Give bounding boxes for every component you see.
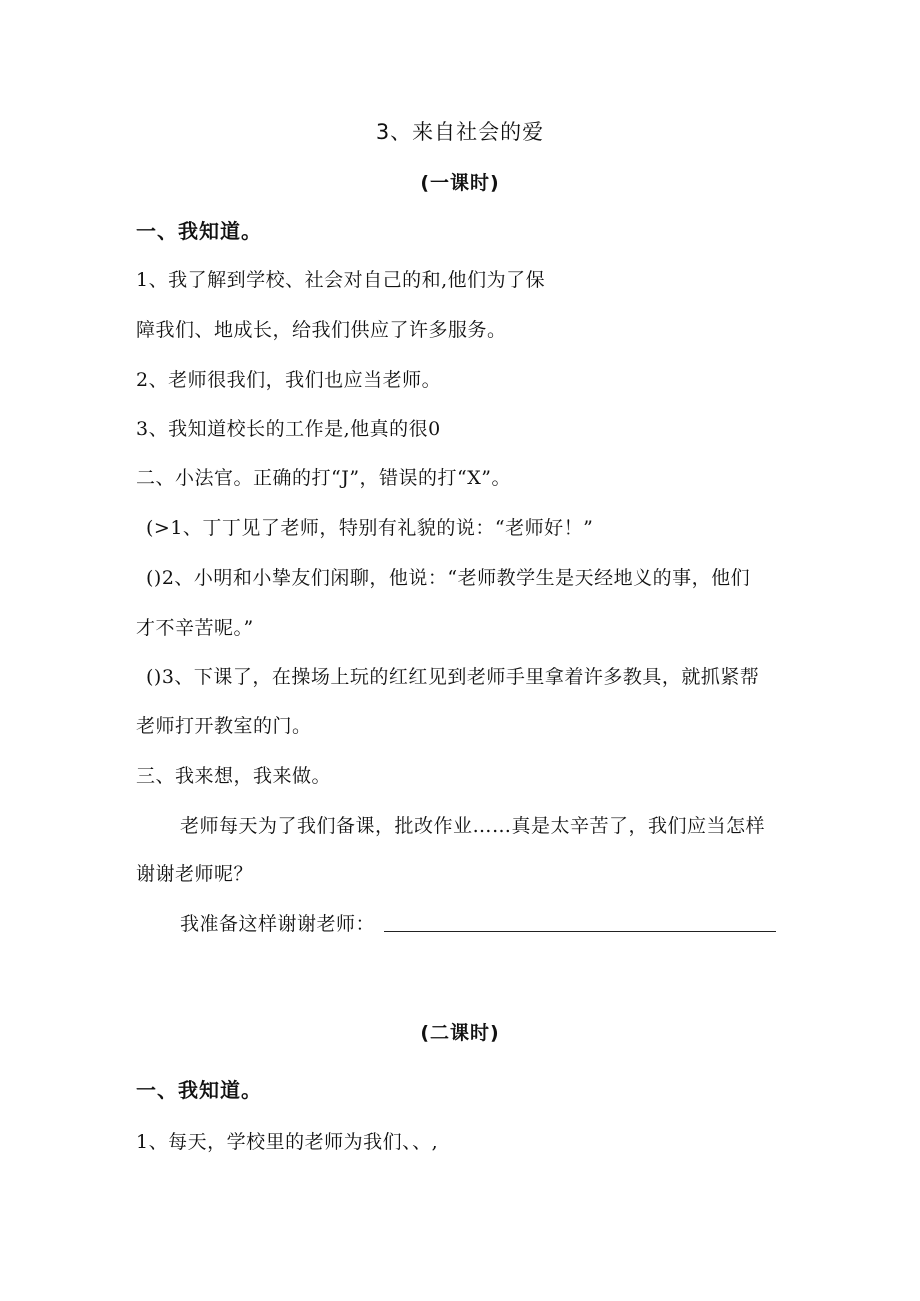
lesson2-subtitle: (二课时) [420,1022,500,1044]
lesson1-section1-item-2: 2、老师很我们，我们也应当老师。 [136,369,442,391]
lesson1-section2-item-3: ()3、下课了，在操场上玩的红红见到老师手里拿着许多教具，就抓紧帮 [146,666,760,688]
lesson1-section2-item-3-cont: 老师打开教室的门。 [136,715,312,737]
lesson1-section1-item-1: 1、我了解到学校、社会对自己的和,他们为了保 [136,269,546,291]
lesson1-section3-heading: 三、我来想，我来做。 [136,765,332,787]
lesson1-section3-paragraph-line1: 老师每天为了我们备课，批改作业……真是太辛苦了，我们应当怎样 [180,815,766,837]
lesson1-section1-heading: 一、我知道。 [136,219,262,243]
lesson2-section1-item-1: 1、每天，学校里的老师为我们、、, [136,1131,439,1153]
lesson1-subtitle: (一课时) [420,172,500,194]
lesson1-section2-item-2-cont: 才不辛苦呢。” [136,617,254,639]
lesson1-section1-item-3: 3、我知道校长的工作是,他真的很0 [136,418,441,440]
lesson2-section1-heading: 一、我知道。 [136,1078,262,1102]
answer-blank-line[interactable] [384,931,776,932]
lesson1-section2-item-2: ()2、小明和小挚友们闲聊，他说：“老师教学生是天经地义的事，他们 [146,567,751,589]
page-title: 3、来自社会的爱 [375,120,545,144]
lesson1-section2-heading: 二、小法官。正确的打“J”，错误的打“X”。 [136,467,511,489]
lesson1-section2-item-1: (>1、丁丁见了老师，特别有礼貌的说：“老师好！” [146,517,594,539]
lesson1-section1-item-1-cont: 障我们、地成长，给我们供应了许多服务。 [136,319,507,341]
lesson1-section3-prompt: 我准备这样谢谢老师： [180,913,376,935]
lesson1-section3-paragraph-line2: 谢谢老师呢？ [136,863,254,885]
